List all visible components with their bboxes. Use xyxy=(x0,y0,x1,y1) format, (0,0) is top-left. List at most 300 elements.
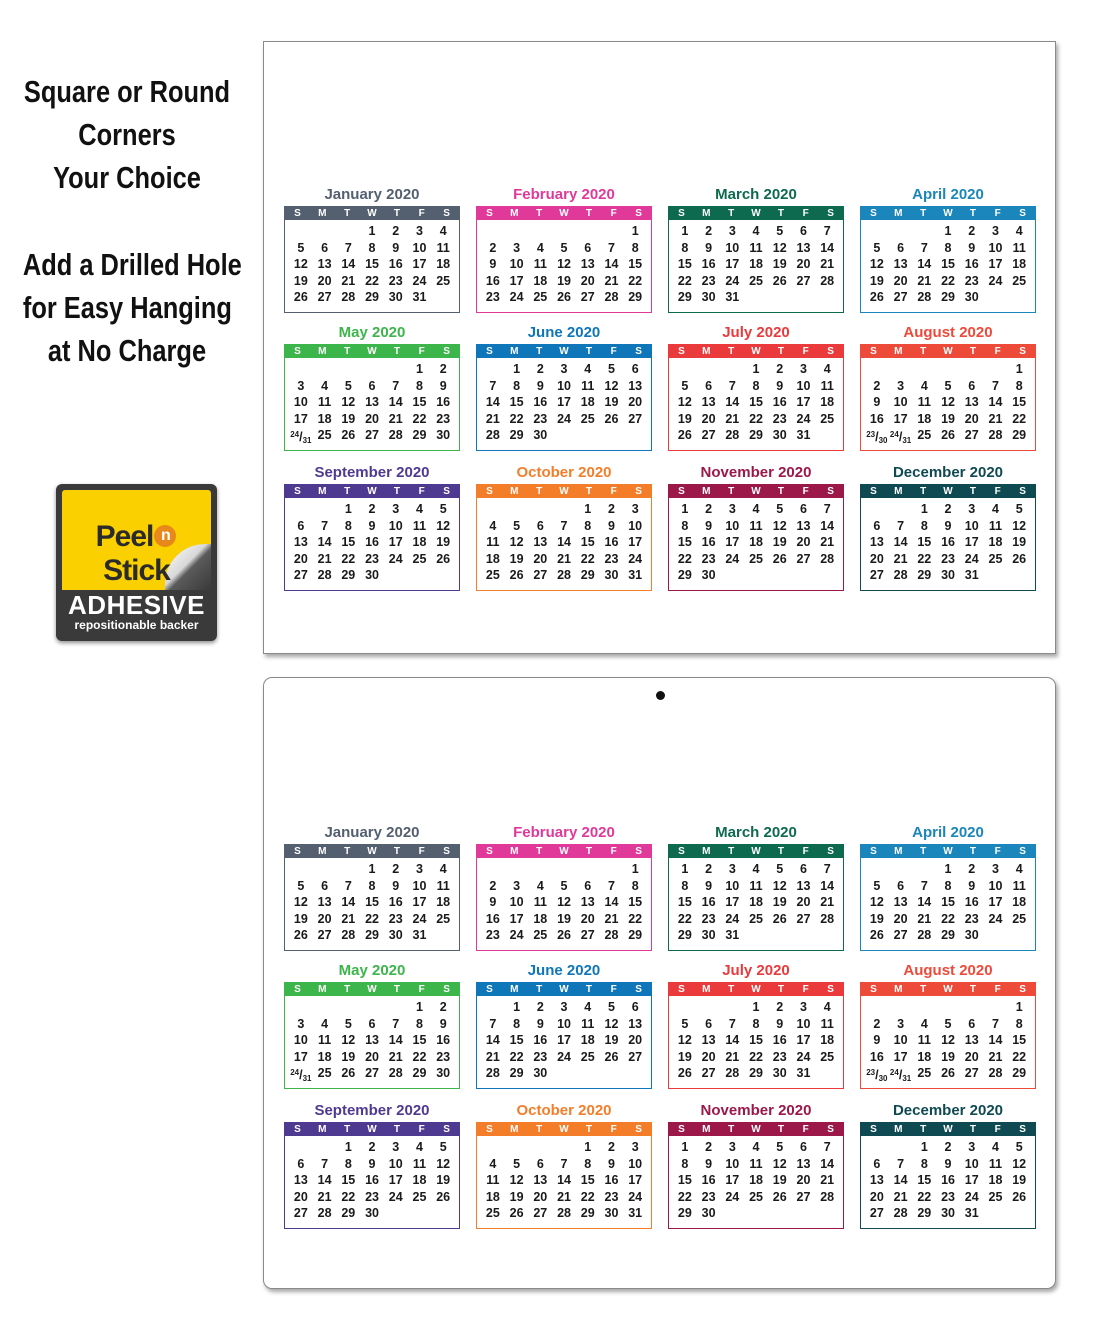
day-cell: 2 xyxy=(368,502,376,516)
month-box xyxy=(476,484,652,591)
day-cell: 28 xyxy=(341,928,356,942)
day-cell: 14 xyxy=(988,1033,1003,1047)
day-cell: 4 xyxy=(489,1156,497,1171)
day-cell: 11 xyxy=(436,240,450,255)
day-cell: 16 xyxy=(485,911,500,926)
day-cell: 16 xyxy=(365,535,379,549)
day-cell xyxy=(984,361,1008,378)
day-cell: 19 xyxy=(677,411,692,426)
day-cell xyxy=(384,1205,408,1222)
day-cell: 15 xyxy=(580,1173,595,1187)
day-cell: 9 xyxy=(968,240,976,255)
day-cell: 8 xyxy=(368,878,376,893)
month-box xyxy=(860,344,1036,451)
day-cell xyxy=(289,1139,313,1156)
weekday-header xyxy=(477,485,651,498)
day-cell: 28 xyxy=(725,1066,740,1080)
day-cell: 20 xyxy=(365,1049,379,1064)
day-cell: 20 xyxy=(317,911,332,926)
day-cell: 30 xyxy=(772,1066,787,1080)
day-cell: 14 xyxy=(893,535,908,549)
day-cell: 7 xyxy=(489,378,497,393)
week-row xyxy=(865,1065,1031,1082)
day-cell: 25 xyxy=(317,1066,332,1080)
day-cell: 8 xyxy=(631,240,639,255)
day-cell: 17 xyxy=(557,395,571,409)
week-row xyxy=(865,256,1031,273)
day-cell: 13 xyxy=(893,895,908,909)
day-cell: 14 xyxy=(341,257,356,271)
day-cell: 8 xyxy=(944,878,952,893)
day-cell: 2 xyxy=(705,502,713,516)
day-cell: 10 xyxy=(964,518,979,533)
day-cell: 25 xyxy=(988,1189,1003,1204)
day-cell: 21 xyxy=(917,273,932,288)
day-cell: 28 xyxy=(893,568,908,582)
day-cell: 26 xyxy=(772,1189,787,1204)
day-cell: 5 xyxy=(513,518,521,533)
day-cell: 3 xyxy=(631,502,639,516)
weekday-header xyxy=(477,1123,651,1136)
week-row xyxy=(673,1205,839,1222)
day-cell: 29 xyxy=(941,290,955,304)
weekday-label: F xyxy=(994,346,1001,357)
weekday-label: F xyxy=(610,1124,617,1135)
day-cell xyxy=(720,999,744,1016)
weekday-label: S xyxy=(870,346,877,357)
day-cell: 14 xyxy=(893,1173,908,1187)
day-cell: 3 xyxy=(392,502,400,516)
day-cell: 2 xyxy=(873,1016,881,1031)
day-cell: 27 xyxy=(580,290,595,304)
week-row xyxy=(481,1189,647,1206)
day-cell: 18 xyxy=(412,535,427,549)
day-grid xyxy=(673,861,839,944)
day-cell: 28 xyxy=(820,273,835,288)
day-cell xyxy=(408,567,432,584)
day-cell: 5 xyxy=(944,378,952,393)
day-grid xyxy=(865,861,1031,944)
weekday-label: S xyxy=(635,1124,642,1135)
day-cell: 17 xyxy=(725,895,740,909)
day-cell: 22 xyxy=(917,551,932,566)
day-cell: 19 xyxy=(869,911,884,926)
day-cell: 1 xyxy=(513,1000,521,1014)
day-cell: 23 xyxy=(485,928,500,942)
weekday-label: F xyxy=(994,208,1001,219)
square-corner-calendar-card xyxy=(263,41,1056,654)
day-cell: 27 xyxy=(893,928,908,942)
weekday-label: M xyxy=(702,346,711,357)
day-cell: 14 xyxy=(317,1173,332,1187)
day-cell: 7 xyxy=(607,240,615,255)
brand-right: Stick xyxy=(103,554,170,587)
day-cell: 4 xyxy=(536,240,544,255)
day-cell xyxy=(815,567,839,584)
day-cell xyxy=(505,1139,529,1156)
day-cell xyxy=(960,361,984,378)
day-cell: $^{23}/_{30}$ xyxy=(866,1068,888,1083)
day-cell: 21 xyxy=(557,1189,571,1204)
day-cell: 24 xyxy=(988,911,1003,926)
day-grid xyxy=(289,1139,455,1222)
month-calendar xyxy=(668,962,844,1096)
day-cell: 23 xyxy=(365,1189,379,1204)
day-cell: 5 xyxy=(681,1016,689,1031)
day-grid xyxy=(673,501,839,584)
day-cell: 21 xyxy=(917,911,932,926)
weekday-label: T xyxy=(536,1124,543,1135)
day-cell: 28 xyxy=(725,428,740,442)
day-cell: 16 xyxy=(701,1173,716,1187)
day-cell: 29 xyxy=(628,290,643,304)
day-cell: 9 xyxy=(392,878,400,893)
day-cell: 27 xyxy=(893,290,908,304)
day-cell: 31 xyxy=(964,1206,979,1220)
weekday-header xyxy=(285,485,459,498)
day-cell: 5 xyxy=(560,240,568,255)
day-cell: 6 xyxy=(321,878,329,893)
weekday-label: M xyxy=(510,208,519,219)
day-cell: 3 xyxy=(415,224,423,238)
day-cell: 13 xyxy=(796,878,811,893)
day-cell: 8 xyxy=(681,518,689,533)
week-row xyxy=(865,999,1031,1016)
day-cell: 29 xyxy=(341,568,356,582)
weekday-label: W xyxy=(559,1124,569,1135)
day-cell xyxy=(912,223,936,240)
day-cell: 18 xyxy=(436,257,451,271)
week-row xyxy=(289,534,455,551)
weekday-label: T xyxy=(536,346,543,357)
week-row xyxy=(481,534,647,551)
day-cell: 20 xyxy=(365,411,379,426)
day-cell: 13 xyxy=(365,395,379,409)
day-cell: 25 xyxy=(533,928,548,942)
day-cell xyxy=(889,861,913,878)
weekday-label: T xyxy=(969,486,976,497)
month-title: November 2020 xyxy=(700,464,812,481)
weekday-label: T xyxy=(393,846,400,857)
day-cell: 8 xyxy=(1015,1016,1023,1031)
day-cell: 9 xyxy=(489,895,497,909)
day-cell: 2 xyxy=(489,878,497,893)
weekday-label: M xyxy=(702,208,711,219)
day-cell: 2 xyxy=(968,224,976,238)
day-cell: 1 xyxy=(584,502,592,516)
day-grid xyxy=(481,361,647,444)
day-cell xyxy=(744,1205,768,1222)
month-title: March 2020 xyxy=(715,186,797,203)
weekday-label: S xyxy=(294,208,301,219)
day-cell xyxy=(552,427,576,444)
day-cell: 20 xyxy=(580,273,595,288)
day-cell: 16 xyxy=(869,1049,884,1064)
day-cell: 7 xyxy=(392,378,400,393)
day-cell: 16 xyxy=(701,257,716,271)
day-cell: 15 xyxy=(917,1173,932,1187)
day-cell: 23 xyxy=(436,1049,451,1064)
day-cell: 31 xyxy=(628,568,643,582)
day-cell xyxy=(720,567,744,584)
day-cell: 16 xyxy=(772,395,787,409)
weekday-label: M xyxy=(894,984,903,995)
day-cell: 13 xyxy=(580,895,595,909)
day-cell: 13 xyxy=(869,535,884,549)
day-cell xyxy=(289,861,313,878)
day-cell: 16 xyxy=(533,395,548,409)
day-cell: 29 xyxy=(580,568,595,582)
day-cell xyxy=(289,501,313,518)
day-cell: 29 xyxy=(1012,428,1027,442)
day-cell: 26 xyxy=(1012,551,1027,566)
day-cell xyxy=(552,1139,576,1156)
day-cell: 24 xyxy=(509,928,524,942)
day-grid xyxy=(865,223,1031,306)
day-cell: 5 xyxy=(513,1156,521,1171)
day-cell: 9 xyxy=(392,240,400,255)
day-cell: 26 xyxy=(772,273,787,288)
weekday-header xyxy=(477,345,651,358)
day-cell: 3 xyxy=(968,1140,976,1154)
day-cell: 7 xyxy=(823,862,831,876)
day-cell xyxy=(912,999,936,1016)
day-cell: 7 xyxy=(991,378,999,393)
day-cell: 4 xyxy=(439,862,447,876)
day-cell: 1 xyxy=(752,1000,760,1014)
day-cell: 4 xyxy=(489,518,497,533)
week-row xyxy=(289,378,455,395)
weekday-label: M xyxy=(318,486,327,497)
week-row xyxy=(481,911,647,928)
day-cell: 11 xyxy=(533,895,547,909)
day-cell xyxy=(792,927,816,944)
day-cell: 2 xyxy=(944,502,952,516)
day-cell: 25 xyxy=(412,1189,427,1204)
day-cell xyxy=(865,361,889,378)
week-row xyxy=(289,427,455,444)
day-cell: 22 xyxy=(580,1189,595,1204)
weekday-label: F xyxy=(802,846,809,857)
week-row xyxy=(673,289,839,306)
brand-left: Peel xyxy=(95,520,154,553)
day-cell: 19 xyxy=(941,411,955,426)
day-cell: 30 xyxy=(436,1066,451,1080)
week-row xyxy=(673,240,839,257)
day-cell: 7 xyxy=(991,1016,999,1031)
weekday-label: T xyxy=(920,486,927,497)
day-cell: 19 xyxy=(941,1049,955,1064)
week-row xyxy=(481,927,647,944)
week-row xyxy=(673,534,839,551)
day-cell: 26 xyxy=(293,928,308,942)
day-cell: 31 xyxy=(628,1206,643,1220)
day-cell: 25 xyxy=(749,1189,763,1204)
day-cell: 18 xyxy=(917,1049,932,1064)
day-cell xyxy=(936,999,960,1016)
month-box xyxy=(860,844,1036,951)
day-cell: 5 xyxy=(776,502,784,516)
day-cell: $^{24}/_{31}$ xyxy=(290,430,312,445)
day-cell: 14 xyxy=(341,895,356,909)
day-cell: 22 xyxy=(509,411,524,426)
day-cell: 28 xyxy=(988,428,1003,442)
week-row xyxy=(289,289,455,306)
day-cell: 12 xyxy=(293,895,308,909)
day-cell: 30 xyxy=(533,428,548,442)
day-cell xyxy=(528,501,552,518)
day-cell: 15 xyxy=(941,895,955,909)
weekday-label: T xyxy=(969,208,976,219)
week-row xyxy=(481,1016,647,1033)
month-title: April 2020 xyxy=(912,824,984,841)
week-row xyxy=(481,1205,647,1222)
day-cell: 1 xyxy=(681,502,689,516)
day-cell: 8 xyxy=(415,1016,423,1031)
day-cell: 5 xyxy=(776,1140,784,1154)
day-cell: 19 xyxy=(1012,1173,1027,1187)
day-cell xyxy=(481,361,505,378)
day-cell: 29 xyxy=(365,928,379,942)
week-row xyxy=(673,567,839,584)
weekday-label: T xyxy=(728,1124,735,1135)
day-cell: 9 xyxy=(607,1156,615,1171)
week-row xyxy=(481,1032,647,1049)
day-cell: 22 xyxy=(677,1189,692,1204)
week-row xyxy=(481,394,647,411)
weekday-label: W xyxy=(943,486,953,497)
day-cell xyxy=(481,861,505,878)
day-cell xyxy=(673,361,697,378)
day-cell: 30 xyxy=(701,568,716,582)
weekday-header xyxy=(861,207,1035,220)
weekday-header xyxy=(669,845,843,858)
day-cell: 5 xyxy=(1015,502,1023,516)
day-cell: 17 xyxy=(557,1033,571,1047)
week-row xyxy=(481,1139,647,1156)
month-title: October 2020 xyxy=(516,464,612,481)
week-row xyxy=(289,878,455,895)
day-cell: 15 xyxy=(365,895,379,909)
weekday-label: S xyxy=(486,846,493,857)
day-cell: 15 xyxy=(677,257,692,271)
month-calendar xyxy=(860,324,1036,458)
day-cell: 25 xyxy=(988,551,1003,566)
weekday-label: S xyxy=(678,208,685,219)
day-cell: 10 xyxy=(388,518,403,533)
day-cell xyxy=(552,1065,576,1082)
day-cell: 11 xyxy=(749,1156,763,1171)
day-cell: 6 xyxy=(799,1140,807,1154)
day-cell: 24 xyxy=(988,273,1003,288)
weekday-label: S xyxy=(678,984,685,995)
day-cell: 24 xyxy=(557,411,571,426)
day-cell xyxy=(865,861,889,878)
day-cell: 23 xyxy=(533,1049,548,1064)
day-cell: 28 xyxy=(557,568,571,582)
day-cell: 29 xyxy=(509,1066,524,1080)
day-cell xyxy=(984,1205,1008,1222)
day-cell: 17 xyxy=(509,911,524,926)
month-calendar xyxy=(284,464,460,598)
day-cell: 31 xyxy=(412,928,427,942)
day-cell: 22 xyxy=(341,551,356,566)
day-grid xyxy=(289,861,455,944)
week-row xyxy=(289,256,455,273)
day-cell: 2 xyxy=(776,362,784,376)
day-cell xyxy=(815,1205,839,1222)
day-cell: 20 xyxy=(628,395,643,409)
day-cell: 21 xyxy=(317,551,332,566)
weekday-label: T xyxy=(777,208,784,219)
day-cell: 3 xyxy=(513,878,521,893)
day-cell: 25 xyxy=(917,428,932,442)
month-calendar xyxy=(284,324,460,458)
day-cell: 12 xyxy=(677,395,692,409)
day-cell: 27 xyxy=(317,290,332,304)
month-calendar xyxy=(284,962,460,1096)
weekday-header xyxy=(285,845,459,858)
day-cell: 27 xyxy=(365,1066,379,1080)
day-cell: 16 xyxy=(436,1033,451,1047)
day-cell xyxy=(552,223,576,240)
day-cell: 19 xyxy=(604,1033,619,1047)
week-row xyxy=(865,501,1031,518)
weekday-header xyxy=(669,207,843,220)
day-cell: 4 xyxy=(991,502,999,516)
day-cell: 6 xyxy=(897,240,905,255)
day-cell: 20 xyxy=(964,1049,979,1064)
day-cell: 16 xyxy=(533,1033,548,1047)
day-cell xyxy=(384,999,408,1016)
day-cell: 3 xyxy=(968,502,976,516)
weekday-label: T xyxy=(777,1124,784,1135)
day-cell: 3 xyxy=(991,862,999,876)
weekday-header xyxy=(861,983,1035,996)
day-cell xyxy=(528,861,552,878)
day-cell xyxy=(431,927,455,944)
weekday-header xyxy=(285,983,459,996)
day-cell: 8 xyxy=(681,1156,689,1171)
day-cell: 28 xyxy=(317,568,332,582)
day-cell: 22 xyxy=(412,1049,427,1064)
day-cell: 2 xyxy=(536,1000,544,1014)
month-calendar xyxy=(284,824,460,958)
week-row xyxy=(673,223,839,240)
week-row xyxy=(865,1172,1031,1189)
day-cell: 30 xyxy=(436,428,451,442)
day-grid xyxy=(865,501,1031,584)
day-cell: 26 xyxy=(772,911,787,926)
month-title: December 2020 xyxy=(892,464,1004,481)
day-cell xyxy=(889,1139,913,1156)
month-box xyxy=(476,206,652,313)
day-cell: 25 xyxy=(436,273,451,288)
day-cell: 17 xyxy=(893,411,908,426)
hole-line-2: for Easy Hanging xyxy=(22,290,232,325)
day-cell: 20 xyxy=(796,895,811,909)
day-cell: 16 xyxy=(941,1173,955,1187)
day-cell: 23 xyxy=(604,1189,619,1204)
day-cell: 13 xyxy=(964,1033,979,1047)
weekday-label: T xyxy=(393,1124,400,1135)
week-row xyxy=(673,861,839,878)
day-cell: 19 xyxy=(509,551,524,566)
week-row xyxy=(673,411,839,428)
day-cell: 17 xyxy=(725,1173,740,1187)
weekday-label: S xyxy=(1019,486,1026,497)
day-cell xyxy=(889,223,913,240)
